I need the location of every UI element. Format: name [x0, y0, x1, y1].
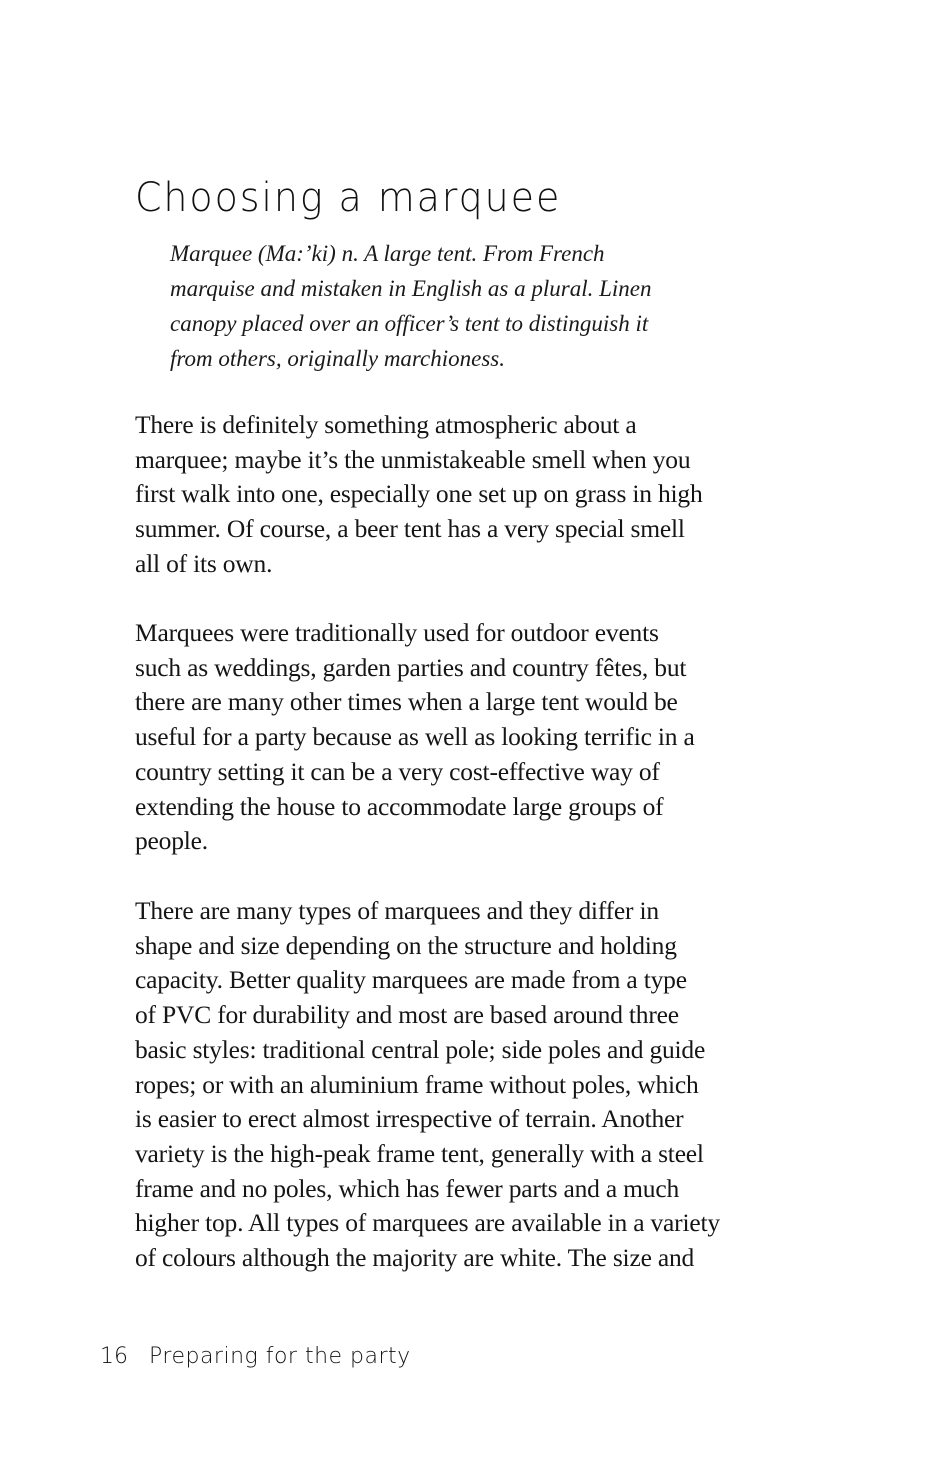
text-line: There is definitely something atmospheric about a: [135, 410, 637, 439]
text-line: capacity. Better quality marquees are made from a type: [135, 965, 687, 995]
text-line: variety is the high-peak frame tent, generally with a steel: [135, 1138, 704, 1168]
text-line: basic styles: traditional central pole; side poles and guide: [135, 1034, 706, 1064]
text-line: summer. Of course, a beer tent has a very special smell: [135, 514, 685, 544]
text-line: marquee; maybe it’s the unmistakeable smell when you: [135, 444, 691, 474]
text-line: Marquees were traditionally used for outdoor events: [135, 618, 659, 647]
definition-line: from others, originally marchioness.: [170, 346, 505, 371]
paragraph-1: [135, 408, 795, 582]
text-line: all of its own.: [135, 548, 273, 578]
definition-line: canopy placed over an officer’s tent to distinguish it: [170, 311, 649, 336]
text-line: shape and size depending on the structure and holding: [135, 930, 677, 960]
page-footer: [100, 1344, 411, 1369]
text-line: ropes; or with an aluminium frame without poles, which: [135, 1069, 699, 1099]
text-line: is easier to erect almost irrespective of terrain. Another: [135, 1104, 684, 1134]
text-line: of PVC for durability and most are based around three: [135, 1000, 679, 1030]
text-line: people.: [135, 826, 208, 856]
text-line: frame and no poles, which has fewer parts and a much: [135, 1173, 680, 1203]
text-line: country setting it can be a very cost-effective way of: [135, 756, 660, 786]
page-number: 16: [100, 1344, 128, 1369]
definition-block: [170, 236, 730, 376]
text-line: There are many types of marquees and they differ in: [135, 896, 659, 925]
text-line: there are many other times when a large tent would be: [135, 687, 678, 717]
paragraph-2: [135, 616, 795, 859]
text-line: extending the house to accommodate large groups of: [135, 791, 664, 821]
text-line: such as weddings, garden parties and country fêtes, but: [135, 652, 687, 682]
section-title: Preparing for the party: [149, 1344, 411, 1369]
definition-line: marquise and mistaken in English as a plural. Linen: [170, 276, 652, 301]
text-line: useful for a party because as well as looking terrific in a: [135, 722, 695, 752]
paragraph-3: [135, 894, 795, 1276]
text-line: higher top. All types of marquees are available in a variety: [135, 1208, 720, 1238]
page-title: Choosing a marquee: [135, 174, 562, 221]
text-line: first walk into one, especially one set up on grass in high: [135, 479, 703, 509]
definition-line: Marquee (Ma:’ki) n. A large tent. From French: [170, 241, 605, 266]
text-line: of colours although the majority are white. The size and: [135, 1243, 695, 1273]
